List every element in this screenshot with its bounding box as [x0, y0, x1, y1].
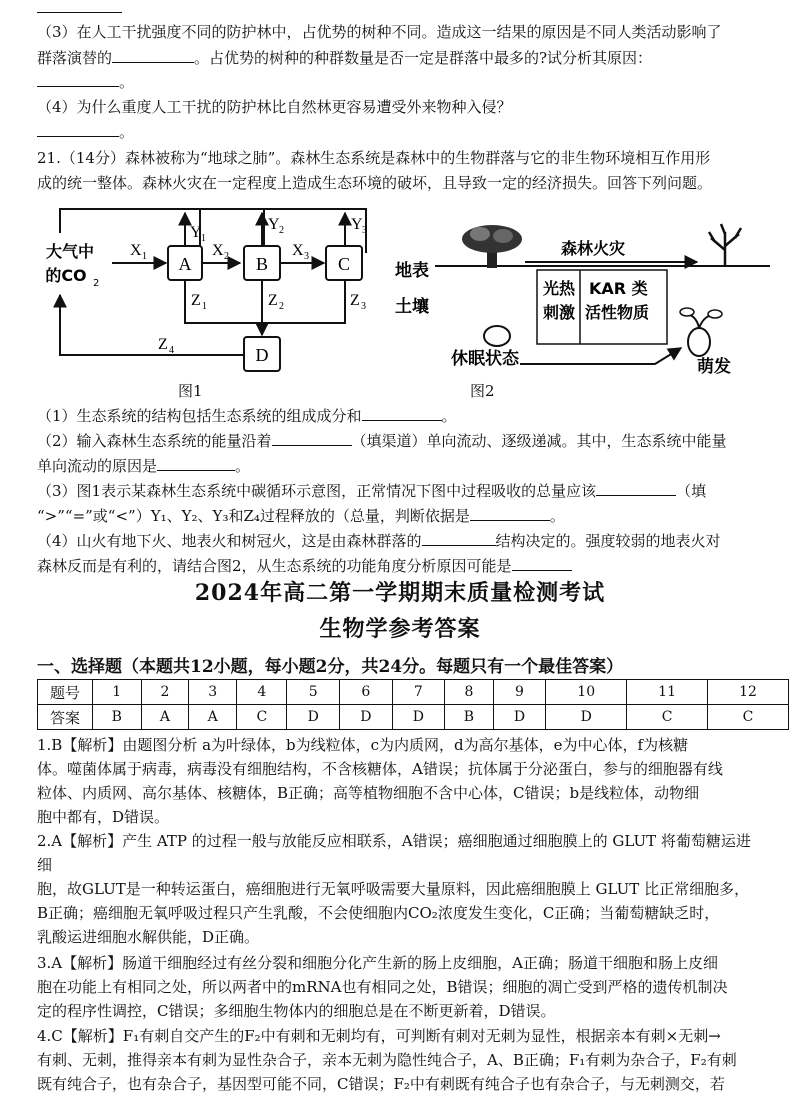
q21-part3-line1: （3）图1表示某森林生态系统中碳循环示意图，正常情况下图中过程吸收的总量应该 （填: [37, 482, 707, 500]
explanation-line: 体。噬菌体属于病毒，病毒没有细胞结构，不含核糖体，A错误；抗体属于分泌蛋白，参与的细胞器有线: [37, 760, 723, 778]
answer-blank: [37, 0, 122, 13]
label-z1-sub: 1: [202, 301, 207, 312]
fire-label: 森林火灾: [561, 239, 626, 258]
atmosphere-label-line2: 的CO: [45, 266, 87, 285]
explanation-line: 3.A【解析】肠道干细胞经过有丝分裂和细胞分化产生新的肠上皮细胞，A正确；肠道干细胞和肠上皮细: [37, 954, 718, 972]
q21-part1: （1）生态系统的结构包括生态系统的组成成分和 。: [37, 407, 457, 425]
figure-2-caption: 图2: [470, 382, 495, 400]
question-number: 9: [493, 680, 546, 705]
q20-part3-line1: （3）在人工干扰强度不同的防护林中，占优势的树种不同。造成这一结果的原因是不同人类活动影响了: [37, 23, 722, 41]
label-y1-sub: 1: [201, 233, 206, 244]
light-label-line1: 光热: [543, 279, 576, 298]
question-number: 4: [237, 680, 287, 705]
label-y1: Y: [190, 224, 202, 241]
explanation-line: 2.A【解析】产生 ATP 的过程一般与放能反应相联系，A错误；癌细胞通过细胞膜上的 GLUT 将葡萄糖运进: [37, 832, 751, 850]
q20-part4-line2: 。: [37, 122, 777, 142]
question-number: 1: [93, 680, 142, 705]
label-x1: X: [130, 242, 142, 259]
q20-part3-line2: 群落演替的 。占优势的树种的种群数量是否一定是群落中最多的?试分析其原因：: [37, 49, 653, 67]
label-y2-sub: 2: [279, 225, 284, 236]
node-D: [244, 337, 280, 371]
explanation-line: 胞在功能上有相同之处，所以两者中的mRNA也有相同之处，B错误；细胞的凋亡受到严格的遗传机制决: [37, 978, 728, 996]
q21-intro-line1: 21.（14分）森林被称为“地球之肺”。森林生态系统是森林中的生物群落与它的非生物环境相互作用形: [37, 149, 711, 167]
answer-blank: [112, 48, 194, 63]
table-row: [38, 705, 789, 730]
node-d-label: D: [255, 345, 269, 365]
node-c-label: C: [337, 254, 351, 274]
row-label-number: 题号: [38, 680, 93, 705]
explanation-line: 1.B【解析】由题图分析 a为叶绿体，b为线粒体，c为内质网，d为高尔基体，e为中心体，f为核糖: [37, 736, 689, 754]
answer-cell: B: [93, 705, 142, 730]
explanation-line: 胞，故GLUT是一种转运蛋白，癌细胞进行无氧呼吸需要大量原料，因此癌细胞膜上 GLUT 比正常细胞多，: [37, 880, 750, 898]
q21-intro-line2: 成的统一整体。森林火灾在一定程度上造成生态环境的破坏，且导致一定的经济损失。回答下列问题。: [37, 174, 713, 192]
kar-label-line2: 活性物质: [585, 303, 650, 322]
answer-cell: D: [340, 705, 393, 730]
answer-cell: A: [141, 705, 189, 730]
label-x2: X: [212, 242, 224, 259]
answer-blank: [596, 481, 676, 496]
label-y3-sub: 3: [362, 225, 367, 236]
figure-2-forest-fire: [385, 222, 770, 378]
label-z3-sub: 3: [361, 301, 366, 312]
label-x3: X: [292, 242, 304, 259]
dormant-label: 休眠状态: [451, 349, 519, 369]
burnt-tree-icon: [709, 224, 741, 266]
q21-part3-line2: “>”“=”或“<”）Y₁、Y₂、Y₃和Z₄过程释放的（总量，判断依据是 。: [37, 507, 565, 525]
answer-blank: [37, 122, 119, 137]
explanation-line: 定的程序性调控，C错误；多细胞生物体内的细胞总是在不断更新着，D错误。: [37, 1002, 556, 1020]
node-C: [326, 246, 362, 280]
row-label-answer: 答案: [38, 705, 93, 730]
node-B: [244, 246, 280, 280]
atmosphere-label-line1: 大气中: [45, 242, 95, 261]
node-a-label: A: [178, 254, 192, 274]
explanation-line: 4.C【解析】F₁有刺自交产生的F₂中有刺和无刺均有，可判断有刺对无刺为显性，根据亲本有刺×无刺→: [37, 1027, 721, 1045]
sprout-label: 萌发: [697, 357, 731, 377]
soil-label: 土壤: [395, 297, 429, 317]
label-z2: Z: [268, 292, 278, 309]
answer-cell: C: [237, 705, 287, 730]
explanation-line: B正确；癌细胞无氧呼吸过程只产生乳酸，不会使细胞内CO₂浓度发生变化，C正确；当葡萄糖缺乏时，: [37, 904, 720, 922]
answer-blank: [272, 431, 352, 446]
explanation-line: 既有纯合子，也有杂合子，基因型可能不同，C错误；F₂中有刺既有纯合子也有杂合子，与无刺测交，若: [37, 1075, 725, 1093]
exam-title: 2024年高二第一学期期末质量检测考试: [194, 580, 606, 606]
answer-cell: C: [627, 705, 708, 730]
label-z4-sub: 4: [169, 345, 174, 356]
healthy-tree-icon: [462, 225, 522, 268]
answer-cell: D: [493, 705, 546, 730]
q21-part4-line1: （4）山火有地下火、地表火和树冠火，这是由森林群落的 结构决定的。强度较弱的地表火对: [37, 532, 721, 550]
question-number: 3: [189, 680, 237, 705]
section-heading: 一、选择题（本题共12小题，每小题2分，共24分。每题只有一个最佳答案）: [37, 657, 624, 677]
light-label-line2: 刺激: [543, 303, 576, 322]
atmosphere-label-subscript: 2: [93, 278, 100, 289]
label-x1-sub: 1: [142, 251, 147, 262]
label-z2-sub: 2: [279, 301, 284, 312]
kar-label-line1: KAR 类: [589, 279, 648, 298]
explanation-line: 胞中都有，D错误。: [37, 808, 170, 826]
answer-key-title: 生物学参考答案: [319, 616, 481, 642]
label-z3: Z: [350, 292, 360, 309]
answer-table: [37, 679, 789, 730]
label-y3: Y: [351, 216, 363, 233]
table-row: [38, 680, 789, 705]
figure-1-caption: 图1: [178, 382, 203, 400]
explanation-line: 细: [37, 856, 53, 874]
answer-blank: [470, 506, 550, 521]
question-number: 12: [708, 680, 789, 705]
answer-blank: [362, 406, 442, 421]
answer-cell: D: [287, 705, 340, 730]
question-number: 11: [627, 680, 708, 705]
answer-cell: B: [445, 705, 494, 730]
sprouting-seed-icon: [680, 308, 722, 356]
dormant-seed-icon: [484, 326, 510, 346]
question-number: 10: [546, 680, 627, 705]
question-number: 6: [340, 680, 393, 705]
label-z4: Z: [158, 336, 168, 353]
answer-cell: C: [708, 705, 789, 730]
q21-part2-line2: 单向流动的原因是 。: [37, 457, 251, 475]
answer-blank: [37, 72, 119, 87]
node-b-label: B: [255, 254, 269, 274]
answer-blank: [422, 531, 496, 546]
answer-cell: A: [189, 705, 237, 730]
label-x2-sub: 2: [224, 251, 229, 262]
explanation-line: 乳酸运进细胞水解供能，D正确。: [37, 928, 260, 946]
explanation-line: 有刺、无刺，推得亲本有刺为显性杂合子，亲本无刺为隐性纯合子，A、B正确；F₁有刺为杂合子，F₂有刺: [37, 1051, 737, 1069]
answer-cell: D: [546, 705, 627, 730]
q21-part4-line2: 森林反而是有利的，请结合图2，从生态系统的功能角度分析原因可能是: [37, 556, 777, 576]
question-number: 7: [392, 680, 445, 705]
answer-blank: [512, 556, 572, 571]
question-number: 5: [287, 680, 340, 705]
q20-part4-line1: （4）为什么重度人工干扰的防护林比自然林更容易遭受外来物种入侵？: [37, 98, 512, 116]
explanation-line: 粒体、内质网、高尔基体、核糖体，B正确；高等植物细胞不含中心体，C错误；b是线粒体，动物细: [37, 784, 700, 802]
question-number: 8: [445, 680, 494, 705]
label-z1: Z: [191, 292, 201, 309]
answer-cell: D: [392, 705, 445, 730]
question-number: 2: [141, 680, 189, 705]
figure-1-carbon-cycle: [40, 203, 380, 375]
label-x3-sub: 3: [304, 251, 309, 262]
answer-blank: [157, 456, 235, 471]
node-A: [168, 246, 202, 280]
q20-part3-line3: 。: [37, 72, 777, 92]
label-y2: Y: [268, 216, 280, 233]
surface-label: 地表: [395, 261, 429, 281]
q21-part2-line1: （2）输入森林生态系统的能量沿着 （填渠道）单向流动、逐级递减。其中，生态系统中能量: [37, 432, 727, 450]
